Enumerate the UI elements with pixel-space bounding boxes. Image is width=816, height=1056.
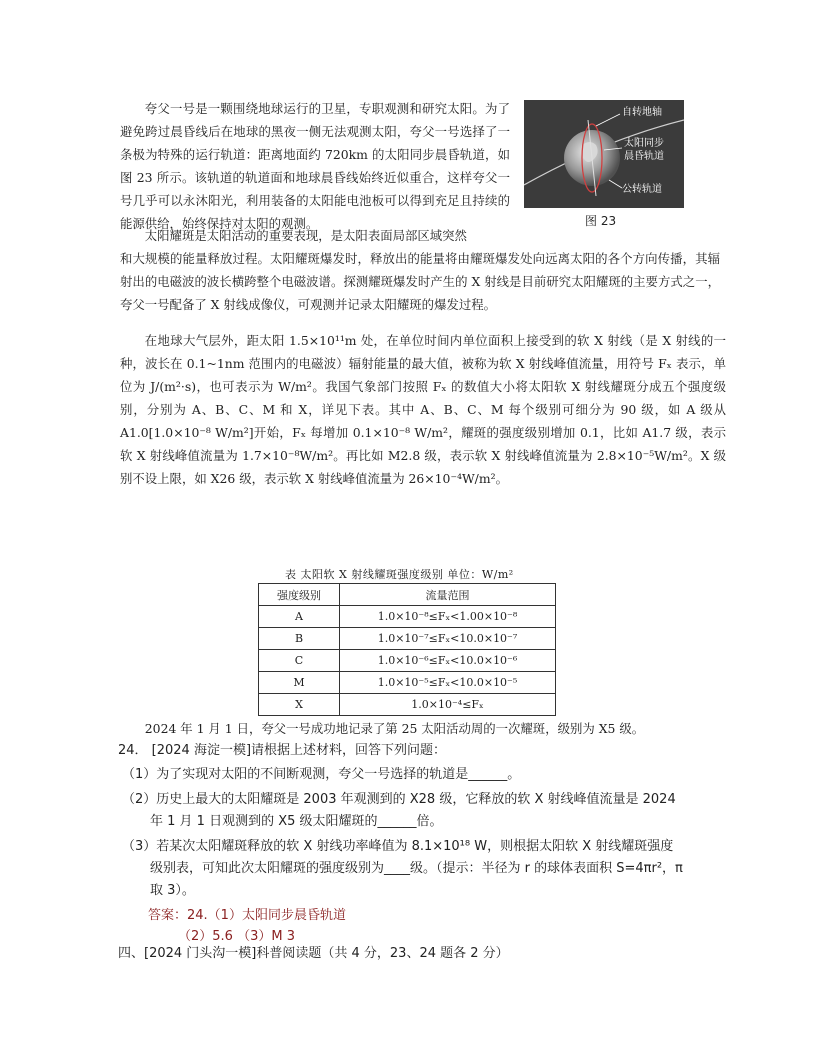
figure-orbit-diagram <box>524 100 684 208</box>
passage-paragraph-3: 在地球大气层外，距太阳 1.5×10¹¹m 处，在单位时间内单位面积上接受到的软 X 射线（是 X 射线的一种，波长在 0.1~1nm 范围内的电磁波）辐射能量的最大值，被称为软 X 射线峰值流量，用符号 Fₓ 表示，单位为 J/(m²·s)，也可表示为 W/m²。我国气象部门按照 Fₓ 的数值大小将太阳软 X 射线耀斑分成五个强度级别，分别为 A、B、C、M 和 X，详见下表。其中 A、B、C、M 每个级别可细分为 90 级，如 A 级从 A1.0[1.0×10⁻⁸ W/m²]开始，Fₓ 每增加 0.1×10⁻⁸ W/m²，耀斑的强度级别增加 0.1，比如 A1.7 级，表示软 X 射线峰值流量为 1.7×10⁻⁸W/m²。再比如 M2.8 级，表示软 X 射线峰值流量为 2.8×10⁻⁵W/m²。X 级别不设上限，如 X26 级，表示软 X 射线峰值流量为 26×10⁻⁴W/m²。 <box>120 333 726 486</box>
flare-grade-table <box>258 583 556 716</box>
range-cell: 1.0×10⁻⁸≤Fₓ<1.00×10⁻⁸ <box>340 606 556 628</box>
table-row <box>259 628 556 650</box>
question-2-line1: （2）历史上最大的太阳耀斑是 2003 年观测到的 X28 级，它释放的软 X 射线峰值流量是 2024 <box>122 792 676 807</box>
passage-paragraph-2: 和大规模的能量释放过程。太阳耀斑爆发时，释放出的能量将由耀斑爆发处向远离太阳的各个方向传播，其辐射出的电磁波的波长横跨整个电磁波谱。探测耀斑爆发时产生的 X 射线是目前研究太阳耀斑的主要方式之一，夸父一号配备了 X 射线成像仪，可观测并记录太阳耀斑的爆发过程。 <box>120 251 720 312</box>
answer-line-1: 答案：24.（1）太阳同步晨昏轨道 <box>148 908 346 923</box>
label-revolution-orbit: 公转轨道 <box>622 184 662 195</box>
passage-paragraph-1: 夸父一号是一颗围绕地球运行的卫星，专职观测和研究太阳。为了避免跨过晨昏线后在地球的黑夜一侧无法观测太阳，夸父一号选择了一条极为特殊的运行轨道：距离地面约 720km 的太阳同步晨昏轨道，如图 23 所示。该轨道的轨道面和地球晨昏线始终近似重合，这样夸父一号几乎可以永沐阳光，利用装备的太阳能电池板可以得到充足且持续的能源供给，始终保持对太阳的观测。 <box>120 101 510 231</box>
header-grade: 强度级别 <box>259 584 340 606</box>
grade-cell: X <box>259 694 340 716</box>
passage-paragraph-2-start: 太阳耀斑是太阳活动的重要表现，是太阳表面局部区域突然 <box>144 228 467 243</box>
range-cell: 1.0×10⁻⁶≤Fₓ<10.0×10⁻⁶ <box>340 650 556 672</box>
answer-line-2: （2）5.6 （3）M 3 <box>178 929 295 944</box>
question-1: （1）为了实现对太阳的不间断观测，夸父一号选择的轨道是______。 <box>122 767 521 782</box>
range-cell: 1.0×10⁻⁴≤Fₓ <box>340 694 556 716</box>
grade-cell: A <box>259 606 340 628</box>
table-row <box>259 650 556 672</box>
grade-cell: M <box>259 672 340 694</box>
question-stem: 24． [2024 海淀一模]请根据上述材料，回答下列问题： <box>118 743 447 758</box>
label-rotation-axis: 自转地轴 <box>622 107 662 118</box>
grade-cell: B <box>259 628 340 650</box>
table-row <box>259 694 556 716</box>
table-header-row <box>259 584 556 606</box>
label-sso-line2: 晨昏轨道 <box>624 151 664 162</box>
question-3-line3: 取 3）。 <box>150 883 195 898</box>
range-cell: 1.0×10⁻⁵≤Fₓ<10.0×10⁻⁵ <box>340 672 556 694</box>
question-2-line2: 年 1 月 1 日观测到的 X5 级太阳耀斑的______倍。 <box>150 814 443 829</box>
table-row <box>259 672 556 694</box>
table-caption: 表 太阳软 X 射线耀斑强度级别 单位：W/m² <box>285 568 514 581</box>
grade-cell: C <box>259 650 340 672</box>
figure-caption: 图 23 <box>585 214 617 228</box>
section-heading: 四、[2024 门头沟一模]科普阅读题（共 4 分，23、24 题各 2 分） <box>118 946 509 961</box>
question-3-line2: 级别表，可知此次太阳耀斑的强度级别为____级。（提示：半径为 r 的球体表面积 S=4πr²，π <box>150 861 683 876</box>
label-sso-line1: 太阳同步 <box>624 138 664 149</box>
passage-paragraph-4: 2024 年 1 月 1 日，夸父一号成功地记录了第 25 太阳活动周的一次耀斑，级别为 X5 级。 <box>144 721 645 736</box>
question-3-line1: （3）若某次太阳耀斑释放的软 X 射线功率峰值为 8.1×10¹⁸ W，则根据太阳软 X 射线耀斑强度 <box>122 839 674 854</box>
table-row <box>259 606 556 628</box>
header-range: 流量范围 <box>340 584 556 606</box>
range-cell: 1.0×10⁻⁷≤Fₓ<10.0×10⁻⁷ <box>340 628 556 650</box>
